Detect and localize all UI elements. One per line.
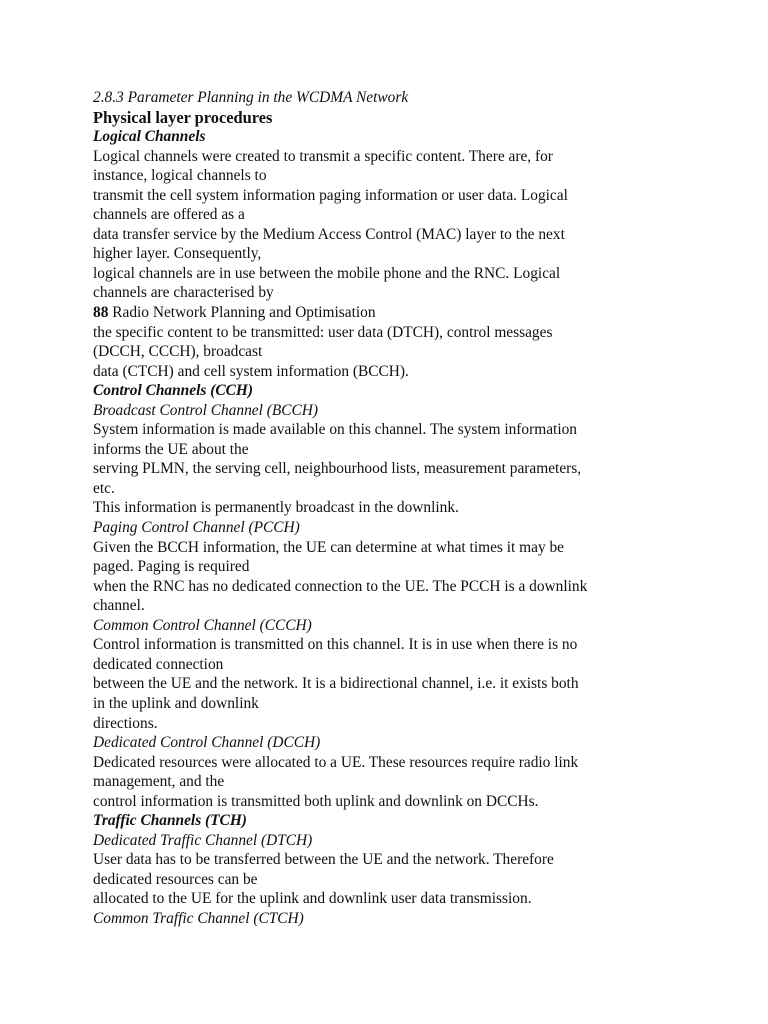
bcch-heading: Broadcast Control Channel (BCCH) [93,401,319,419]
text-line: User data has to be transferred between the UE and the network. Therefore [93,851,554,869]
text-line: data (CTCH) and cell system information (BCCH). [93,362,409,380]
intro-paragraph [93,147,733,303]
text-line: logical channels are in use between the mobile phone and the RNC. Logical [93,264,561,282]
running-header [93,303,733,323]
dcch-heading: Dedicated Control Channel (DCCH) [93,734,321,752]
text-line: between the UE and the network. It is a bidirectional channel, i.e. it exists both [93,675,579,693]
pcch-paragraph [93,538,733,616]
text-line: Dedicated resources were allocated to a UE. These resources require radio link [93,753,579,771]
intro-continued-paragraph [93,323,733,382]
ccch-paragraph [93,635,733,733]
control-channels-heading: Control Channels (CCH) [93,382,253,400]
page-number: 88 [93,304,109,322]
ctch-heading: Common Traffic Channel (CTCH) [93,909,304,927]
text-line: transmit the cell system information paging information or user data. Logical [93,186,568,204]
running-header-text: Radio Network Planning and Optimisation [108,304,376,322]
text-line: This information is permanently broadcast in the downlink. [93,499,459,517]
text-line: in the uplink and downlink [93,694,259,712]
pcch-heading: Paging Control Channel (PCCH) [93,519,300,537]
text-line: when the RNC has no dedicated connection to the UE. The PCCH is a downlink [93,577,588,595]
text-line: dedicated resources can be [93,870,258,888]
ccch-heading: Common Control Channel (CCCH) [93,616,312,634]
section-heading: 2.8.3 Parameter Planning in the WCDMA Network [93,89,409,106]
bcch-paragraph [93,420,733,518]
text-line: allocated to the UE for the uplink and downlink user data transmission. [93,890,532,908]
dcch-paragraph [93,753,733,812]
text-line: channel. [93,597,145,615]
text-line: Logical channels were created to transmit a specific content. There are, for [93,147,553,165]
text-line: control information is transmitted both uplink and downlink on DCCHs. [93,792,539,810]
dtch-heading: Dedicated Traffic Channel (DTCH) [93,831,313,849]
document-title: Physical layer procedures [93,107,273,127]
text-line: Given the BCCH information, the UE can determine at what times it may be [93,538,565,556]
text-line: dedicated connection [93,655,224,673]
text-line: instance, logical channels to [93,167,267,185]
text-line: paged. Paging is required [93,558,250,576]
text-line: management, and the [93,773,225,791]
text-line: channels are offered as a [93,206,245,224]
logical-channels-heading: Logical Channels [93,128,206,146]
text-line: serving PLMN, the serving cell, neighbourhood lists, measurement parameters, [93,460,582,478]
text-line: higher layer. Consequently, [93,245,262,263]
text-line: the specific content to be transmitted: user data (DTCH), control messages [93,323,553,341]
text-line: directions. [93,714,158,732]
text-line: System information is made available on this channel. The system information [93,421,577,439]
document-page [93,88,733,929]
traffic-channels-heading: Traffic Channels (TCH) [93,812,247,830]
text-line: Control information is transmitted on this channel. It is in use when there is no [93,636,578,654]
text-line: channels are characterised by [93,284,274,302]
text-line: etc. [93,479,115,497]
dtch-paragraph [93,850,733,909]
text-line: informs the UE about the [93,440,249,458]
text-line: data transfer service by the Medium Access Control (MAC) layer to the next [93,225,565,243]
text-line: (DCCH, CCCH), broadcast [93,343,263,361]
